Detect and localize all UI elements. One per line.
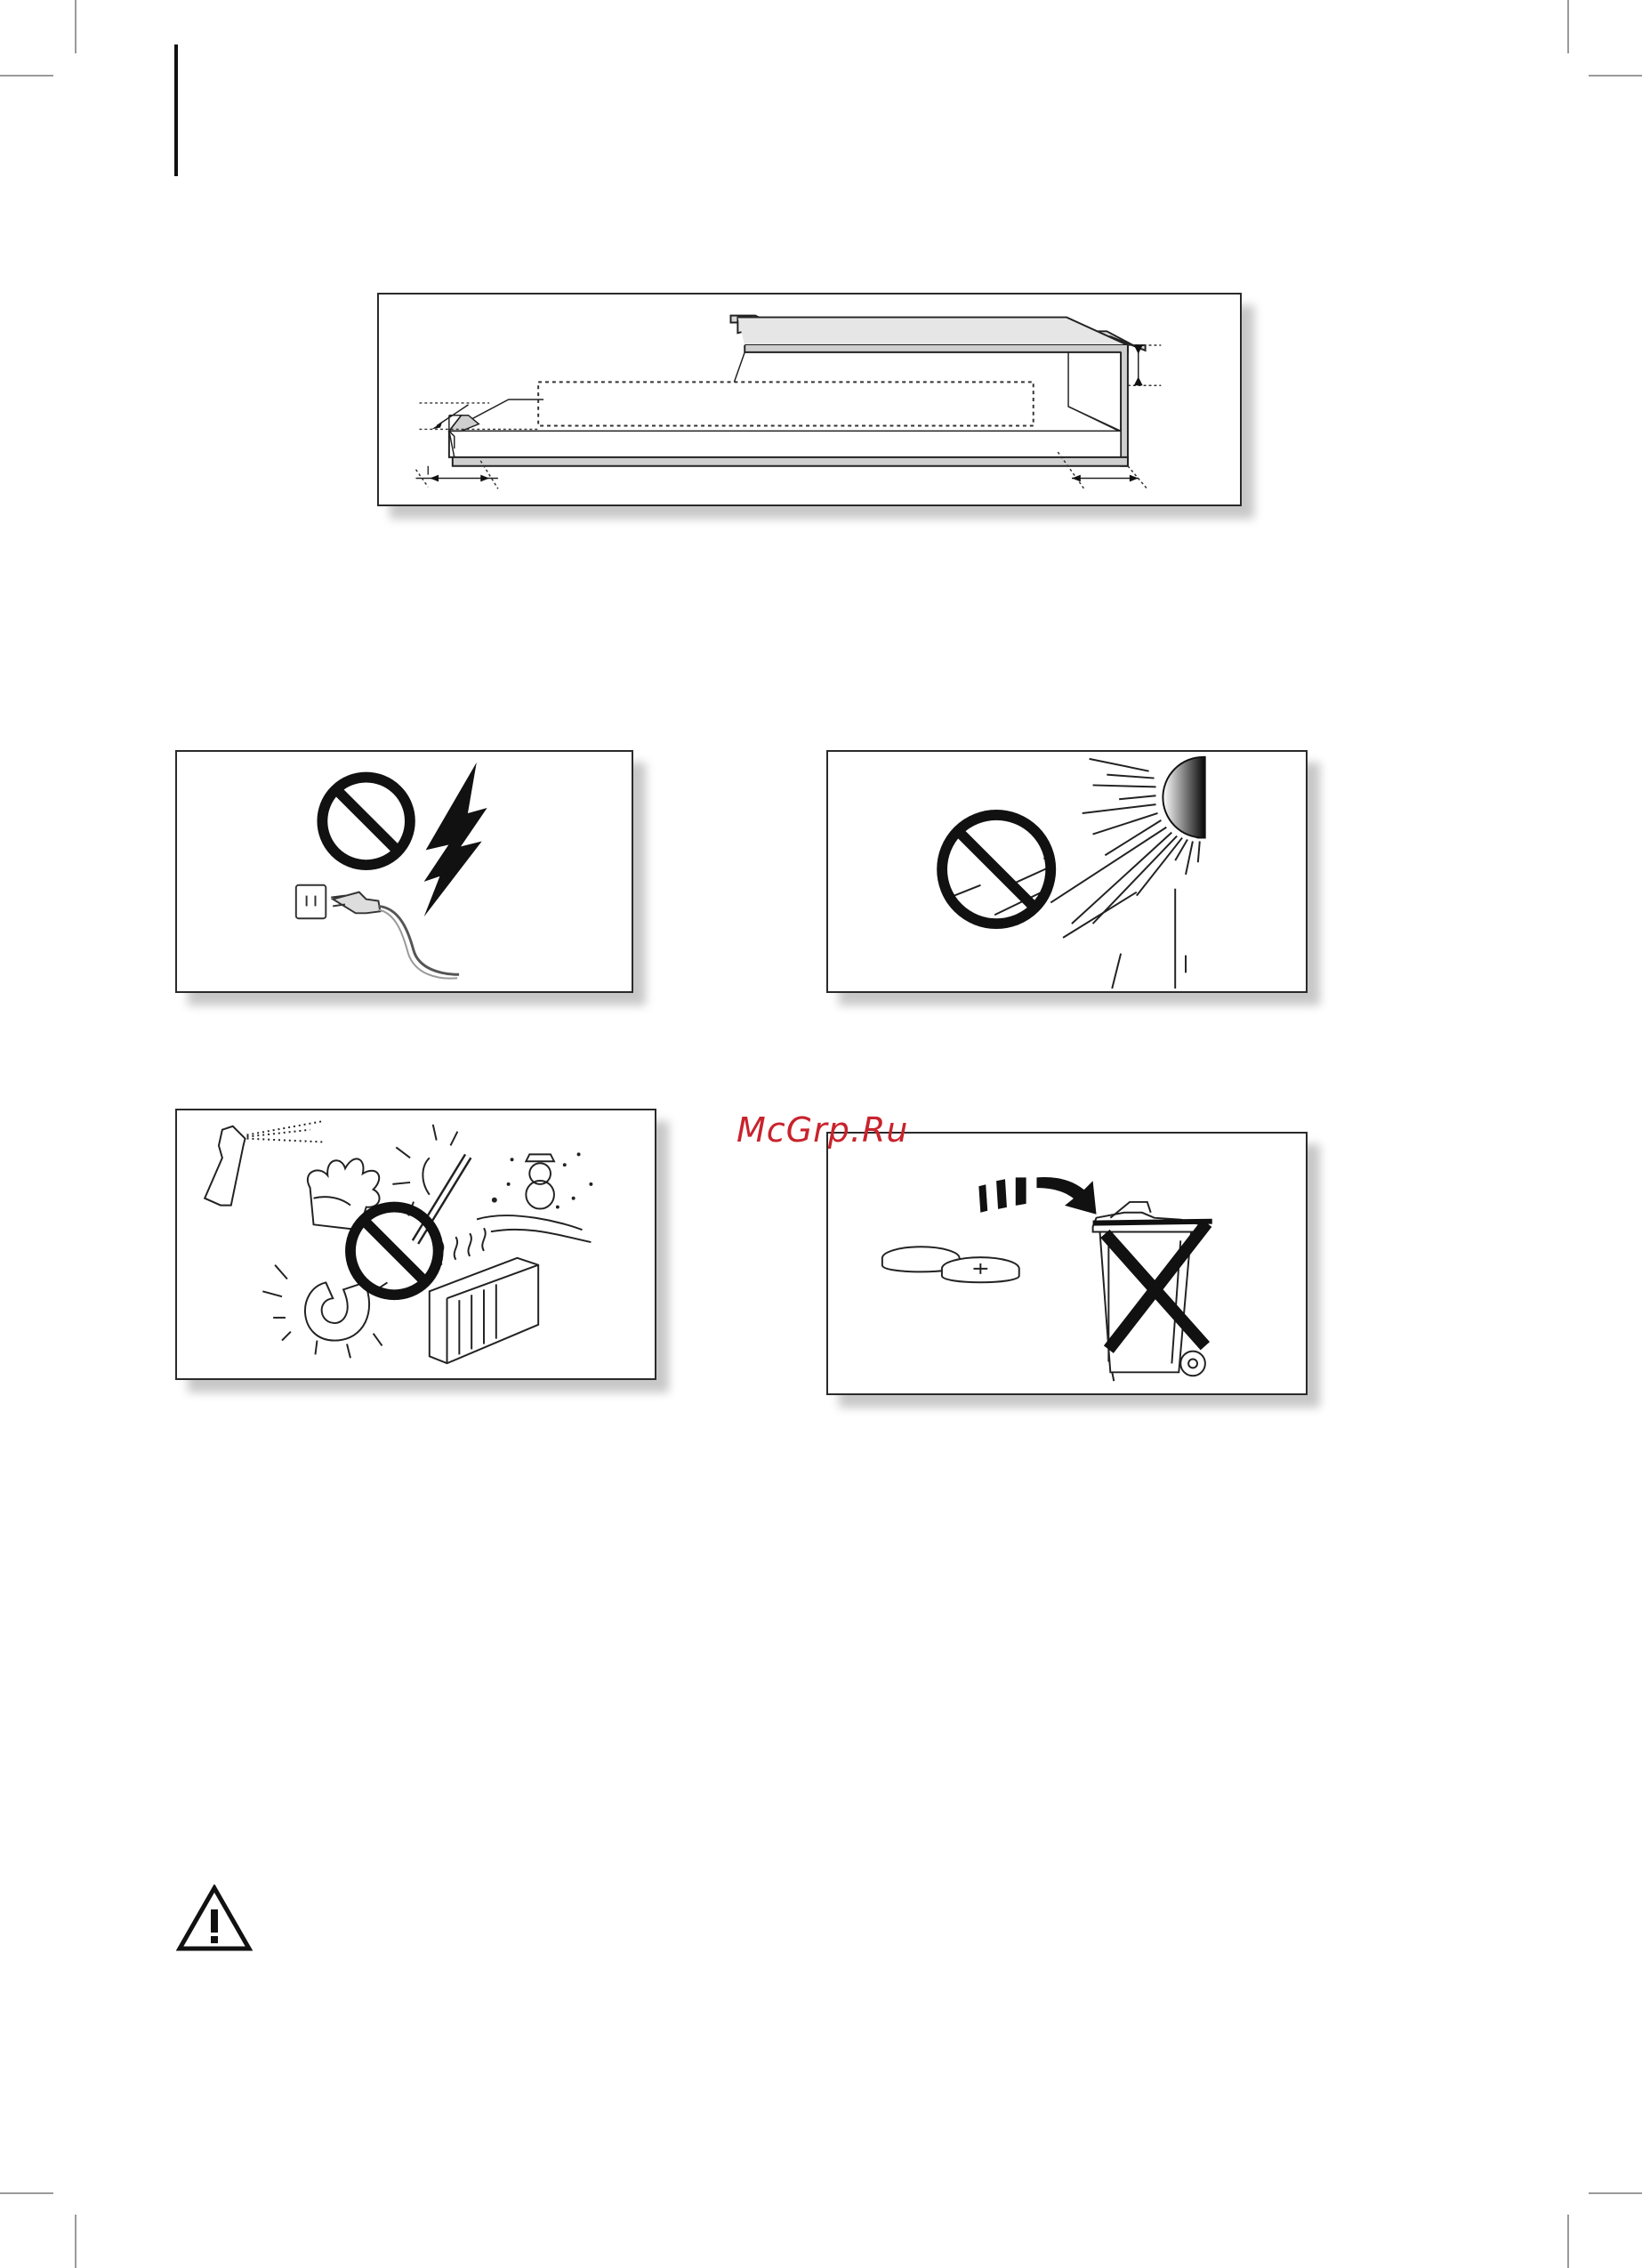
lightning-bolt-icon: [424, 763, 487, 916]
battery-disposal-figure: [826, 1132, 1308, 1395]
caution-triangle-icon: [176, 1885, 253, 1952]
crop-mark: [0, 2192, 53, 2194]
spray-bottle-icon: [205, 1126, 245, 1206]
no-unplug-lightning-icon: [177, 752, 632, 991]
installation-figure: [377, 293, 1242, 506]
crop-mark: [1589, 75, 1642, 77]
crop-mark: [1589, 2192, 1642, 2194]
magnet-icon: [305, 1282, 369, 1340]
no-direct-sunlight-icon: [828, 752, 1306, 991]
section-bar: [174, 44, 178, 176]
crop-mark: [75, 0, 76, 53]
no-lightning-figure: [175, 750, 633, 993]
watermark-text: McGrp.Ru: [736, 1110, 909, 1150]
sun-icon: [423, 1158, 429, 1194]
no-heat-magnet-moisture-icon: [177, 1110, 655, 1378]
crop-mark: [75, 2215, 76, 2268]
wall-mount-clearance-diagram: [379, 295, 1240, 504]
arrow-icon: [978, 1177, 1096, 1215]
crop-mark: [1567, 0, 1569, 53]
battery-icon: [882, 1247, 1019, 1282]
crop-mark: [0, 75, 53, 77]
crop-mark: [1567, 2215, 1569, 2268]
battery-disposal-crossed-bin-icon: [828, 1134, 1306, 1393]
no-sunlight-figure: [826, 750, 1308, 993]
no-hazards-figure: [175, 1109, 656, 1380]
